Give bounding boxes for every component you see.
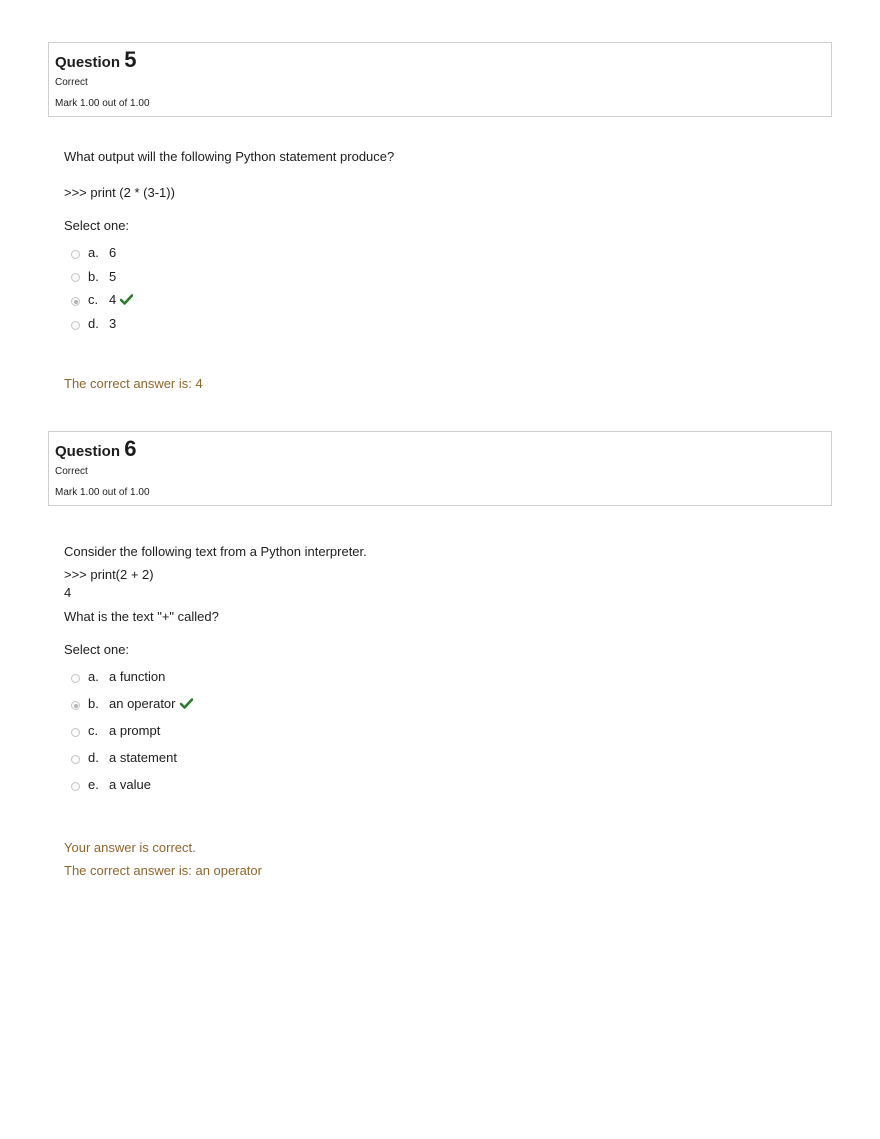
answer-radio-selected[interactable]	[71, 701, 80, 710]
answer-radio[interactable]	[71, 728, 80, 737]
question-state: Correct	[55, 77, 88, 88]
specific-feedback: Your answer is correct.	[64, 840, 196, 855]
answer-radio[interactable]	[71, 250, 80, 259]
option-letter: b.	[88, 269, 99, 284]
check-icon	[120, 293, 133, 308]
option-letter: e.	[88, 777, 99, 792]
answer-radio[interactable]	[71, 755, 80, 764]
option-text: a value	[109, 777, 151, 792]
question-grade: Mark 1.00 out of 1.00	[55, 98, 150, 109]
question-info-box	[48, 42, 832, 117]
question-code-output: 4	[64, 585, 72, 600]
option-letter: d.	[88, 750, 99, 765]
option-text: 4	[109, 292, 117, 307]
question-number: 6	[124, 436, 137, 461]
right-answer-feedback: The correct answer is: 4	[64, 376, 203, 391]
answer-radio[interactable]	[71, 321, 80, 330]
select-one-label: Select one:	[64, 642, 130, 657]
option-letter: c.	[88, 723, 99, 738]
answer-radio-selected[interactable]	[71, 297, 80, 306]
option-text: 5	[109, 269, 117, 284]
option-letter: c.	[88, 292, 99, 307]
answer-radio[interactable]	[71, 782, 80, 791]
question-prompt: What output will the following Python statement produce?	[64, 149, 395, 164]
question-prompt: Consider the following text from a Python interpreter.	[64, 544, 367, 559]
select-one-label: Select one:	[64, 218, 130, 233]
option-text-wrap	[109, 696, 193, 712]
answer-radio[interactable]	[71, 273, 80, 282]
option-text: 6	[109, 245, 117, 260]
answer-radio[interactable]	[71, 674, 80, 683]
right-answer-feedback: The correct answer is: an operator	[64, 863, 262, 878]
option-text: a function	[109, 669, 166, 684]
option-text: an operator	[109, 696, 176, 711]
question-title	[55, 436, 136, 462]
question-number: 5	[124, 47, 137, 72]
option-letter: a.	[88, 245, 99, 260]
question-title	[55, 47, 136, 73]
question-code: >>> print (2 * (3-1))	[64, 185, 175, 200]
question-label: Question	[55, 443, 121, 460]
option-letter: a.	[88, 669, 99, 684]
question-code: >>> print(2 + 2)	[64, 567, 154, 582]
option-text-wrap	[109, 292, 133, 308]
question-state: Correct	[55, 466, 88, 477]
question-prompt-followup: What is the text "+" called?	[64, 609, 219, 624]
option-text: a prompt	[109, 723, 161, 738]
option-letter: d.	[88, 316, 99, 331]
option-text: a statement	[109, 750, 177, 765]
question-grade: Mark 1.00 out of 1.00	[55, 487, 150, 498]
question-info-box	[48, 431, 832, 506]
option-letter: b.	[88, 696, 99, 711]
question-label: Question	[55, 54, 121, 71]
check-icon	[180, 697, 193, 712]
option-text: 3	[109, 316, 117, 331]
